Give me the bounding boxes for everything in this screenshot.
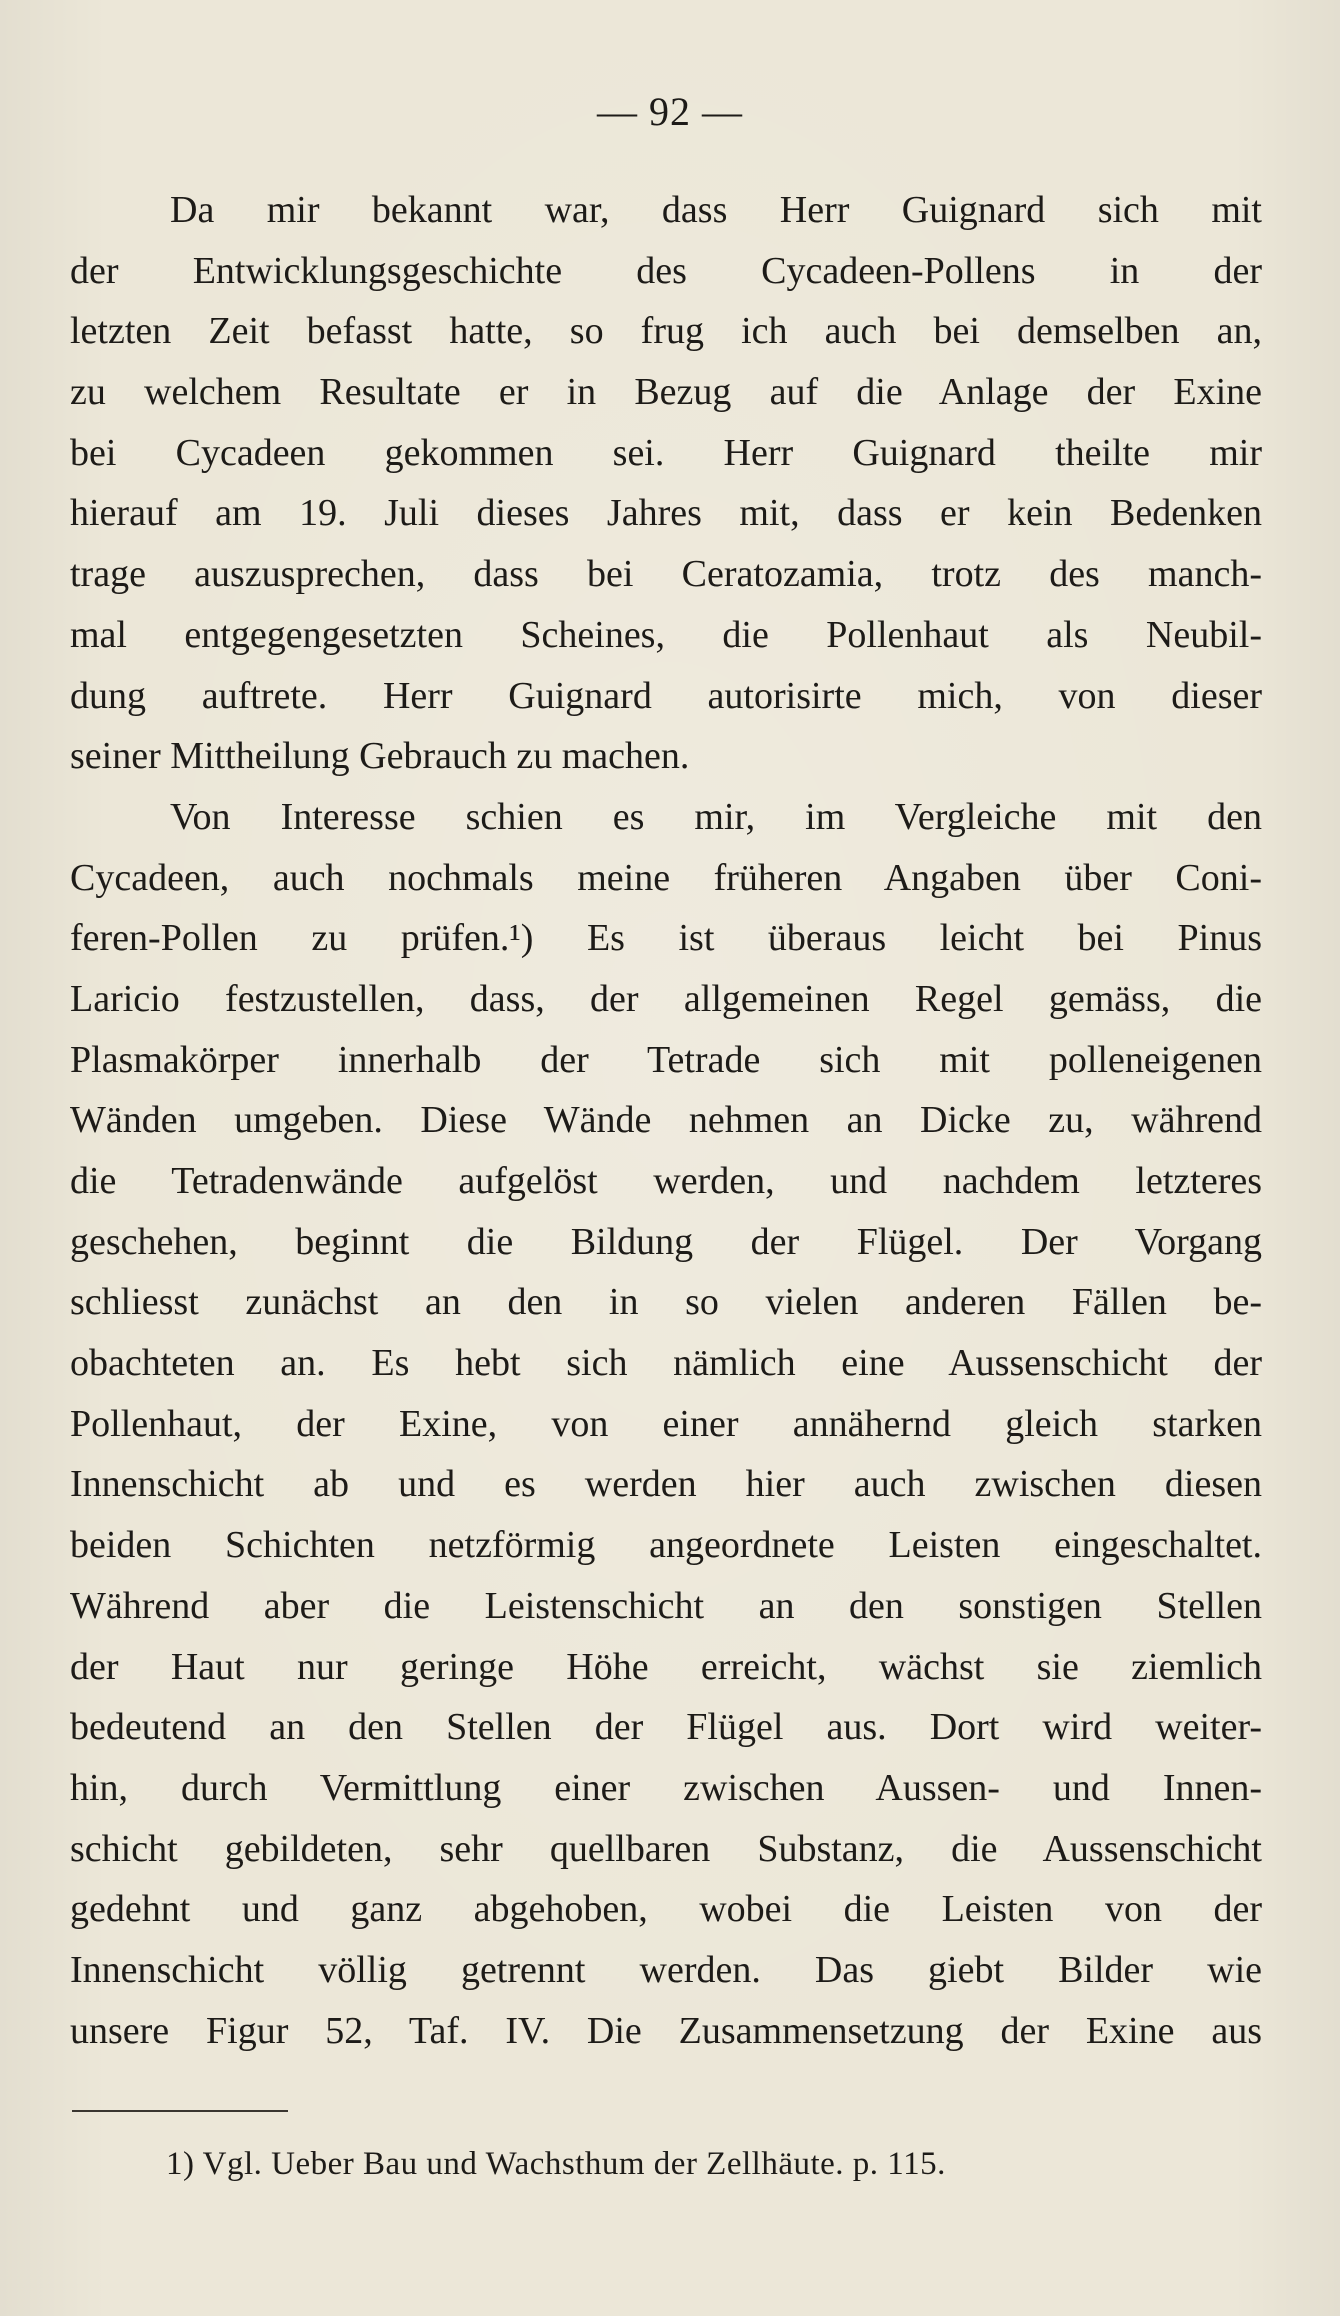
text-line: gedehnt und ganz abgehoben, wobei die Leisten von der xyxy=(70,1888,1262,1931)
text-line: Wänden umgeben. Diese Wände nehmen an Dicke zu, während xyxy=(70,1099,1262,1142)
text-line: bei Cycadeen gekommen sei. Herr Guignard theilte mir xyxy=(70,431,1262,474)
text-line: der Entwicklungsgeschichte des Cycadeen-Pollens in der xyxy=(70,249,1262,292)
text-line: hierauf am 19. Juli dieses Jahres mit, dass er kein Bedenken xyxy=(70,492,1262,535)
text-line: obachteten an. Es hebt sich nämlich eine Aussenschicht der xyxy=(70,1342,1262,1385)
text-line: die Tetradenwände aufgelöst werden, und nachdem letzteres xyxy=(70,1160,1262,1202)
text-line: der Haut nur geringe Höhe erreicht, wächst sie ziemlich xyxy=(70,1645,1262,1688)
text-line: Während aber die Leistenschicht an den sonstigen Stellen xyxy=(70,1584,1262,1627)
page-number: — 92 — xyxy=(597,89,743,134)
text-line: Von Interesse schien es mir, im Vergleiche mit den xyxy=(170,795,1262,838)
text-line: geschehen, beginnt die Bildung der Flügel. Der Vorgang xyxy=(70,1220,1262,1263)
text-line: Innenschicht ab und es werden hier auch zwischen diesen xyxy=(70,1463,1262,1506)
text-line: schliesst zunächst an den in so vielen anderen Fällen be- xyxy=(70,1281,1262,1324)
text-line: Da mir bekannt war, dass Herr Guignard sich mit xyxy=(170,189,1262,231)
text-line: Cycadeen, auch nochmals meine früheren Angaben über Coni- xyxy=(70,856,1262,899)
text-line: seiner Mittheilung Gebrauch zu machen. xyxy=(70,735,690,778)
text-line: dung auftrete. Herr Guignard autorisirte mich, von dieser xyxy=(70,674,1262,717)
text-line: feren-Pollen zu prüfen.¹) Es ist überaus leicht bei Pinus xyxy=(70,917,1262,960)
text-line: hin, durch Vermittlung einer zwischen Aussen- und Innen- xyxy=(70,1766,1262,1809)
footnote-divider xyxy=(72,2110,288,2112)
text-line: unsere Figur 52, Taf. IV. Die Zusammensetzung der Exine aus xyxy=(70,2009,1262,2052)
text-line: schicht gebildeten, sehr quellbaren Substanz, die Aussenschicht xyxy=(70,1827,1262,1870)
text-line: letzten Zeit befasst hatte, so frug ich auch bei demselben an, xyxy=(70,310,1262,353)
footnote: 1) Vgl. Ueber Bau und Wachsthum der Zellhäute. p. 115. xyxy=(166,2146,946,2182)
text-line: Plasmakörper innerhalb der Tetrade sich mit polleneigenen xyxy=(70,1038,1262,1081)
text-line: Pollenhaut, der Exine, von einer annähernd gleich starken xyxy=(70,1402,1262,1445)
text-line: Laricio festzustellen, dass, der allgemeinen Regel gemäss, die xyxy=(70,977,1262,1020)
text-line: Innenschicht völlig getrennt werden. Das giebt Bilder wie xyxy=(70,1948,1262,1991)
text-line: mal entgegengesetzten Scheines, die Pollenhaut als Neubil- xyxy=(70,613,1262,656)
text-line: bedeutend an den Stellen der Flügel aus. Dort wird weiter- xyxy=(70,1706,1262,1749)
text-line: trage auszusprechen, dass bei Ceratozamia, trotz des manch- xyxy=(70,553,1262,596)
text-line: beiden Schichten netzförmig angeordnete Leisten eingeschaltet. xyxy=(70,1524,1262,1567)
text-line: zu welchem Resultate er in Bezug auf die Anlage der Exine xyxy=(70,371,1262,414)
body-text xyxy=(70,180,1262,2061)
